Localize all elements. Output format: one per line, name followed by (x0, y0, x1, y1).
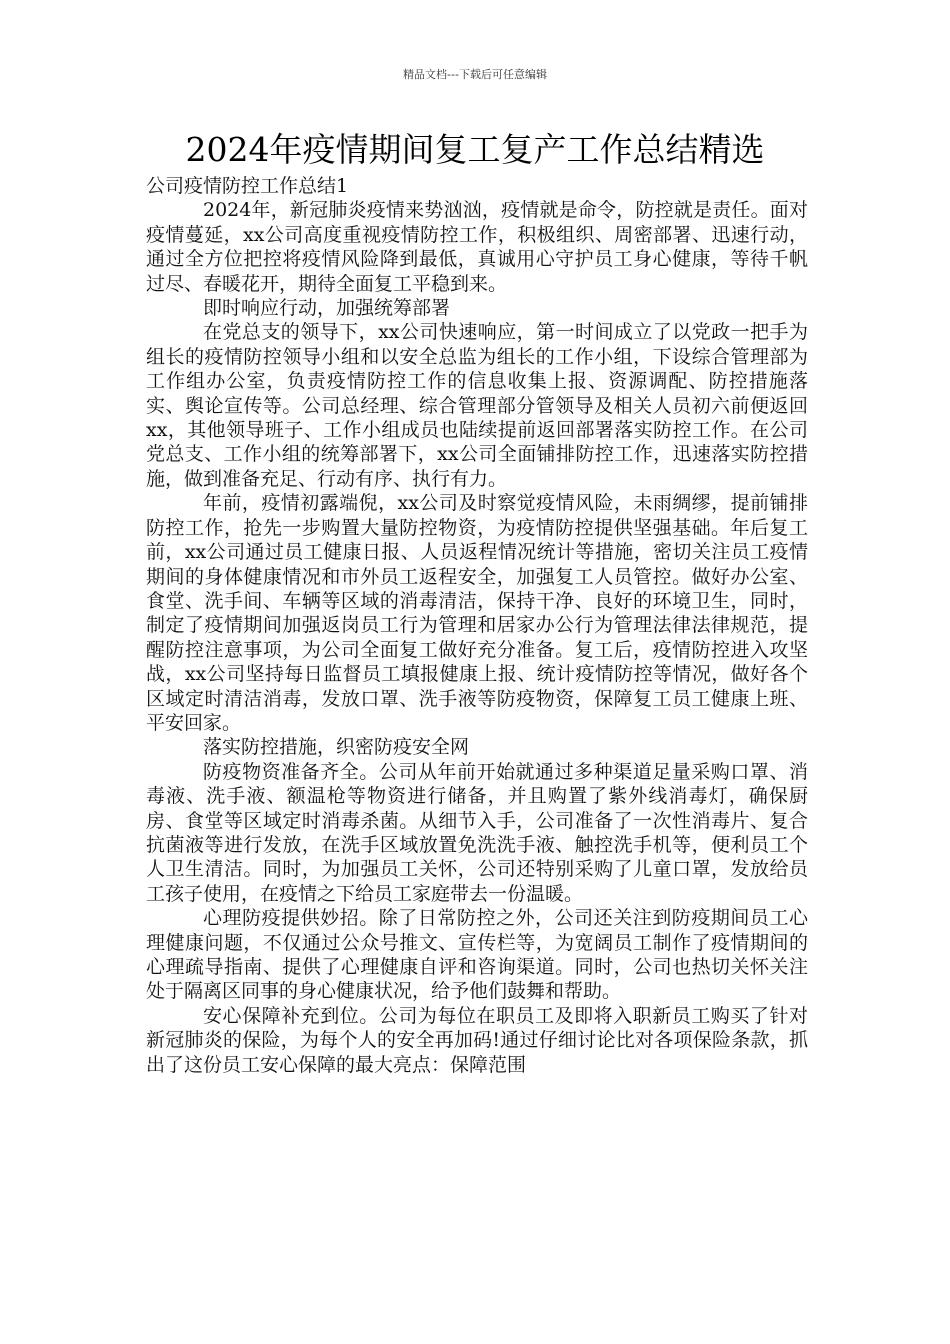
paragraph-intro: 2024年，新冠肺炎疫情来势汹汹，疫情就是命令，防控就是责任。面对疫情蔓延，xx公司高度重视疫情防控工作，积极组织、周密部署、迅速行动，通过全方位把控将疫情风险降到最低，真诚用心守护员工身心健康，等待千帆过尽、春暖花开，期待全面复工平稳到来。 (146, 199, 808, 295)
section-heading-measures: 落实防控措施，织密防疫安全网 (203, 736, 470, 759)
document-subtitle: 公司疫情防控工作总结1 (146, 175, 349, 197)
document-body (146, 174, 808, 1077)
paragraph-insurance: 安心保障补充到位。公司为每位在职员工及即将入职新员工购买了针对新冠肺炎的保险，为每个人的安全再加码!通过仔细讨论比对各项保险条款，抓出了这份员工安心保障的最大亮点：保障范围 (146, 1004, 808, 1076)
paragraph-supplies: 防疫物资准备齐全。公司从年前开始就通过多种渠道足量采购口罩、消毒液、洗手液、额温枪等物资进行储备，并且购置了紫外线消毒灯，确保厨房、食堂等区域定时消毒杀菌。从细节入手，公司准备了一次性消毒片、复合抗菌液等进行发放，在洗手区域放置免洗洗手液、触控洗手机等，便利员工个人卫生清洁。同时，为加强员工关怀，公司还特别采购了儿童口罩，发放给员工孩子使用，在疫情之下给员工家庭带去一份温暖。 (146, 760, 808, 905)
paragraph-psychology: 心理防疫提供妙招。除了日常防控之外，公司还关注到防疫期间员工心理健康问题，不仅通过公众号推文、宣传栏等，为宽阔员工制作了疫情期间的心理疏导指南、提供了心理健康自评和咨询渠道。同时，公司也热切关怀关注处于隔离区同事的身心健康状况，给予他们鼓舞和帮助。 (146, 907, 808, 1003)
document-title: 2024年疫情期间复工复产工作总结精选 (185, 130, 765, 169)
header-note: 精品文档---下载后可任意编辑 (403, 68, 547, 81)
paragraph-preparation: 年前，疫情初露端倪，xx公司及时察觉疫情风险，未雨绸缪，提前铺排防控工作，抢先一步购置大量防控物资，为疫情防控提供坚强基础。年后复工前，xx公司通过员工健康日报、人员返程情况统计等措施，密切关注员工疫情期间的身体健康情况和市外员工返程安全，加强复工人员管控。做好办公室、食堂、洗手间、车辆等区域的消毒清洁，保持干净、良好的环境卫生，同时，制定了疫情期间加强返岗员工行为管理和居家办公行为管理法律法律规范，提醒防控注意事项，为公司全面复工做好充分准备。复工后，疫情防控进入攻坚战，xx公司坚持每日监督员工填报健康上报、统计疫情防控等情况，做好各个区域定时清洁消毒，发放口罩、洗手液等防疫物资，保障复工员工健康上班、平安回家。 (146, 492, 808, 734)
section-heading-response: 即时响应行动，加强统筹部署 (203, 297, 451, 320)
paragraph-leadership: 在党总支的领导下，xx公司快速响应，第一时间成立了以党政一把手为组长的疫情防控领导小组和以安全总监为组长的工作小组，下设综合管理部为工作组办公室，负责疫情防控工作的信息收集上报、资源调配、防控措施落实、舆论宣传等。公司总经理、综合管理部分管领导及相关人员初六前便返回xx，其他领导班子、工作小组成员也陆续提前返回部署落实防控工作。在公司党总支、工作小组的统筹部署下，xx公司全面铺排防控工作，迅速落实防控措施，做到准备充足、行动有序、执行有力。 (146, 321, 808, 490)
